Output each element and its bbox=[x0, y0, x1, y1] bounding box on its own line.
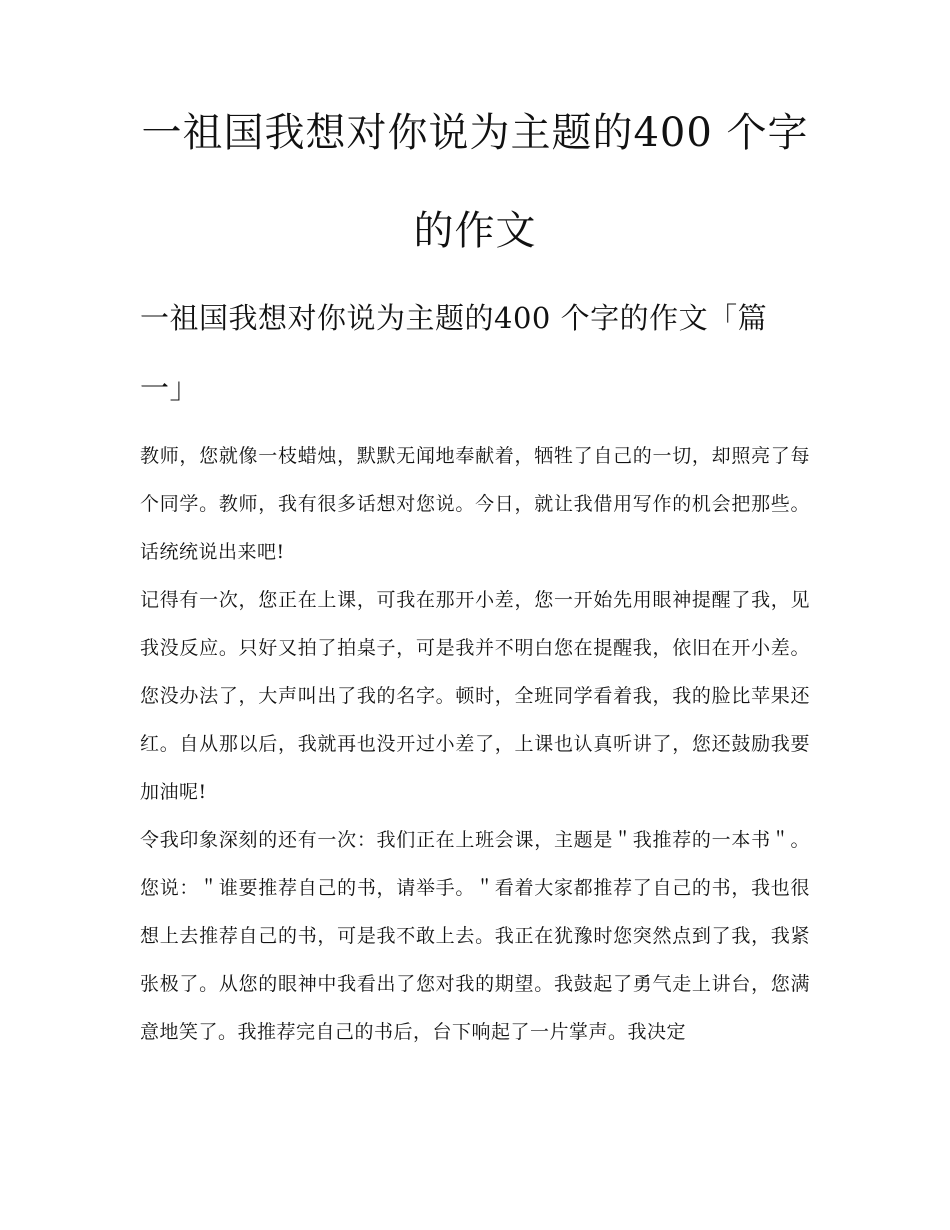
document-title: 一祖国我想对你说为主题的400 个字的作文 bbox=[141, 110, 809, 254]
paragraph: 记得有一次，您正在上课，可我在那开小差，您一开始先用眼神提醒了我，见我没反应。只好又拍了拍桌子，可是我并不明白您在提醒我，依旧在开小差。您没办法了，大声叫出了我的名字。顿时，全班同学看着我，我的脸比苹果还红。自从那以后，我就再也没开过小差了，上课也认真听讲了，您还鼓励我要加油呢! bbox=[140, 589, 810, 803]
paragraph: 令我印象深刻的还有一次：我们正在上班会课，主题是＂我推荐的一本书＂。您说：＂谁要推荐自己的书，请举手。＂看着大家都推荐了自己的书，我也很想上去推荐自己的书，可是我不敢上去。我正在犹豫时您突然点到了我，我紧张极了。从您的眼神中我看出了您对我的期望。我鼓起了勇气走上讲台，您满意地笑了。我推荐完自己的书后，台下响起了一片掌声。我决定 bbox=[140, 829, 810, 1043]
section-heading: 一祖国我想对你说为主题的400 个字的作文「篇一」 bbox=[140, 301, 768, 405]
paragraph: 教师，您就像一枝蜡烛，默默无闻地奉献着，牺牲了自己的一切，却照亮了每个同学。教师，我有很多话想对您说。今日，就让我借用写作的机会把那些。话统统说出来吧! bbox=[140, 445, 810, 563]
essay-body bbox=[140, 432, 810, 1056]
